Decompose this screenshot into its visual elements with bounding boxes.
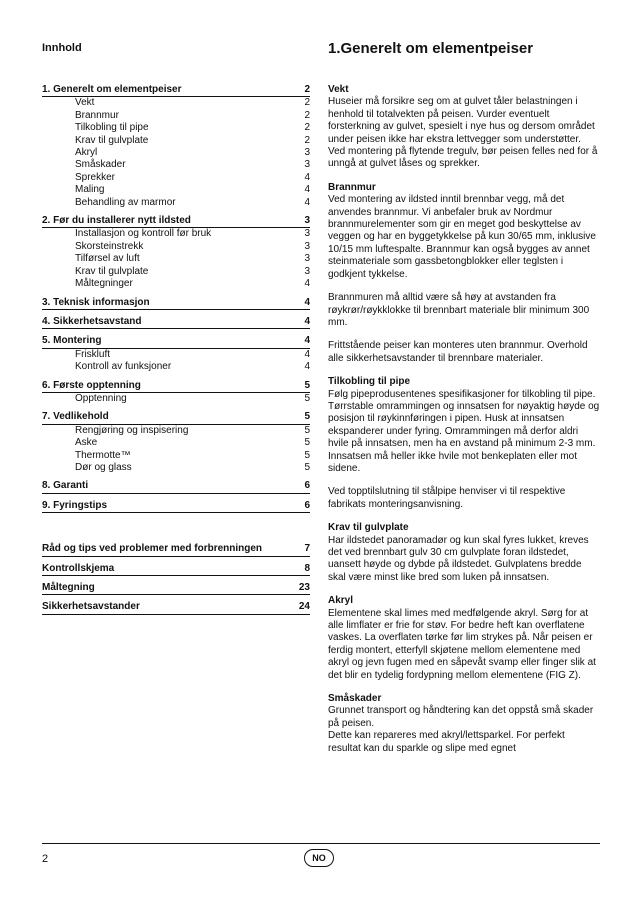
toc-item-label: Behandling av marmor: [75, 196, 176, 208]
toc-chapter-page: 3: [304, 215, 310, 227]
toc-chapter-title: 9. Fyringstips: [42, 499, 108, 511]
toc-item-label: Sprekker: [75, 171, 116, 183]
toc-item-page: 2: [304, 134, 310, 146]
toc-item-page: 2: [304, 97, 310, 109]
toc-extra-page: 24: [298, 601, 310, 613]
toc-chapter-row: [42, 84, 310, 97]
toc-item-row: [42, 184, 310, 196]
toc-chapter-title: 3. Teknisk informasjon: [42, 296, 150, 308]
toc-extra-title: Måltegning: [42, 582, 95, 593]
toc-extra-page: 23: [298, 582, 310, 593]
toc-item-label: Tilførsel av luft: [75, 253, 140, 265]
toc-item-label: Installasjon og kontroll før bruk: [75, 228, 212, 240]
toc-item-label: Akryl: [75, 147, 98, 159]
toc-chapter-page: 2: [304, 84, 310, 95]
toc-item-page: 5: [304, 449, 310, 461]
toc-item-row: [42, 159, 310, 171]
toc-section: [42, 335, 310, 373]
table-of-contents: [42, 84, 310, 615]
toc-chapter-page: 4: [304, 315, 310, 327]
toc-item-page: 3: [304, 159, 310, 171]
toc-section: [42, 480, 310, 493]
toc-chapter-row: [42, 316, 310, 329]
toc-extra-page: 7: [304, 543, 310, 555]
toc-chapter-row: [42, 411, 310, 424]
toc-item-row: [42, 349, 310, 361]
toc-item-page: 4: [304, 171, 310, 183]
toc-item-row: [42, 135, 310, 147]
toc-gap: [42, 513, 310, 543]
toc-item-page: 2: [304, 122, 310, 134]
toc-item-page: 4: [304, 278, 310, 290]
toc-item-row: [42, 172, 310, 184]
toc-item-label: Brannmur: [75, 109, 119, 121]
toc-section: [42, 297, 310, 310]
toc-section: [42, 380, 310, 406]
toc-item-row: [42, 437, 310, 449]
section-heading: Krav til gulvplate: [328, 522, 409, 534]
toc-item-page: 4: [304, 348, 310, 360]
toc-section: [42, 500, 310, 513]
section-paragraph: Frittstående peiser kan monteres uten brannmur. Overhold alle sikkerhetsavstander til brennbare materialer.: [328, 340, 588, 364]
toc-item-label: Småskader: [75, 159, 126, 171]
article-section: [328, 84, 600, 171]
page-number: 2: [42, 853, 49, 865]
toc-item-label: Krav til gulvplate: [75, 134, 149, 146]
toc-extra-title: Kontrollskjema: [42, 562, 115, 574]
toc-chapter-page: 6: [304, 499, 310, 511]
toc-extra-row: [42, 582, 310, 595]
toc-chapter-page: 6: [304, 480, 310, 492]
language-badge: NO: [304, 849, 334, 867]
toc-extra-title: Sikkerhetsavstander: [42, 601, 140, 613]
toc-item-row: [42, 110, 310, 122]
toc-chapter-row: [42, 297, 310, 310]
toc-item-row: [42, 147, 310, 159]
article-section: [328, 182, 600, 281]
section-paragraph: Følg pipeprodusentenes spesifikasjoner for tilkobling til pipe. Tørrstable omrammingen og innsatsen for nøyaktig høyde og posisjon til røykinnføringen i pipen. Husk at innsatsen ekspanderer under fyring. Omrammingen må derfor aldri hvile på innsatsen, men ha en avstand på minimum 2-3 mm. Innsatsen må heller ikke hvile mot benkeplaten eller mot sidene.: [328, 388, 600, 474]
toc-section: [42, 316, 310, 329]
toc-item-row: [42, 241, 310, 253]
toc-item-row: [42, 197, 310, 209]
toc-chapter-row: [42, 335, 310, 348]
toc-section: [42, 84, 310, 209]
toc-item-page: 3: [304, 147, 310, 159]
toc-item-label: Kontroll av funksjoner: [75, 361, 172, 373]
toc-item-page: 5: [304, 437, 310, 449]
toc-item-page: 5: [304, 424, 310, 436]
toc-item-row: [42, 462, 310, 474]
section-paragraph: Ved topptilslutning til stålpipe henviser vi til respektive fabrikats monteringsanvisning.: [328, 486, 566, 510]
toc-chapter-title: 6. Første opptenning: [42, 379, 141, 391]
toc-item-row: [42, 266, 310, 278]
article-section: [328, 693, 600, 755]
toc-chapter-title: 5. Montering: [42, 335, 102, 347]
toc-item-label: Krav til gulvplate: [75, 265, 149, 277]
toc-item-row: [42, 253, 310, 265]
toc-item-row: [42, 228, 310, 240]
section-heading: Brannmur: [328, 181, 376, 193]
toc-chapter-title: 7. Vedlikehold: [42, 411, 109, 423]
article-section: [328, 292, 600, 329]
toc-item-label: Vekt: [75, 97, 95, 109]
toc-chapter-row: [42, 500, 310, 513]
section-paragraph: Brannmuren må alltid være så høy at avstanden fra røykrør/røykklokke til brennbart materiale blir minimum 300 mm.: [328, 292, 590, 328]
toc-item-label: Tilkobling til pipe: [75, 122, 149, 134]
section-paragraph: Elementene skal limes med medfølgende akryl. Sørg for at alle limflater er frie for støv. For bedre heft kan overflatene vaskes. La overflaten tørke før lim strykes på. Når peisen er ferdig montert, etterfyll skjøtene mellom elementene med akryl og jevn fugen med en såpevåt svamp eller finger slik at det blir en tydelig fordypning mellom elementene (FIG Z).: [328, 607, 596, 681]
section-paragraph: Dette kan repareres med akryl/lettsparkel. For perfekt resultat kan du sparkle og slipe med egnet: [328, 730, 565, 754]
article-section: [328, 376, 600, 475]
toc-item-row: [42, 278, 310, 290]
section-heading: Småskader: [328, 693, 382, 705]
article-section: [328, 486, 600, 511]
article-section: [328, 595, 600, 682]
toc-chapter-page: 4: [304, 296, 310, 308]
toc-extra-row: [42, 543, 310, 556]
toc-item-page: 4: [304, 196, 310, 208]
footer-divider: [42, 843, 600, 844]
toc-item-label: Maling: [75, 184, 105, 196]
toc-item-label: Opptenning: [75, 392, 127, 404]
toc-item-label: Aske: [75, 437, 98, 449]
toc-item-row: [42, 393, 310, 405]
section-heading: Akryl: [328, 595, 354, 607]
toc-extra-title: Råd og tips ved problemer med forbrenningen: [42, 543, 263, 555]
toc-item-label: Friskluft: [75, 348, 110, 360]
article-body: [328, 84, 600, 766]
toc-item-page: 4: [304, 361, 310, 373]
toc-item-label: Dør og glass: [75, 461, 132, 473]
toc-chapter-title: 1. Generelt om elementpeiser: [42, 84, 182, 95]
toc-chapter-title: 2. Før du installerer nytt ildsted: [42, 215, 191, 227]
section-heading: Vekt: [328, 84, 349, 95]
toc-extra-row: [42, 563, 310, 576]
toc-item-row: [42, 97, 310, 109]
toc-chapter-page: 5: [304, 379, 310, 391]
toc-item-row: [42, 450, 310, 462]
toc-item-page: 5: [304, 461, 310, 473]
section-paragraph: Ved montering av ildsted inntil brennbar vegg, må det anvendes brannmur. Vi anbefaler bruk av Nordmur brannmurelementer som gir en meget god beskyttelse av veggen og har en byggetykkelse på kun 30/65 mm, inklusive 10/15 mm luftespalte. Brannmur kan også bygges av annet steinmateriale som gassbetongblokker eller teglsten i godkjent tykkelse.: [328, 194, 596, 280]
article-section: [328, 340, 600, 365]
section-paragraph: Grunnet transport og håndtering kan det oppstå små skader på peisen.: [328, 705, 594, 729]
toc-chapter-title: 8. Garanti: [42, 480, 89, 492]
toc-extra-page: 8: [304, 562, 310, 574]
toc-item-page: 3: [304, 240, 310, 252]
toc-item-label: Måltegninger: [75, 278, 133, 290]
toc-chapter-row: [42, 480, 310, 493]
toc-item-label: Skorsteinstrekk: [75, 240, 144, 252]
article-title: 1.Generelt om elementpeiser: [328, 40, 534, 57]
article-section: [328, 522, 600, 584]
toc-item-page: 3: [304, 228, 310, 240]
toc-chapter-page: 4: [304, 335, 310, 347]
toc-heading: Innhold: [42, 42, 82, 54]
toc-chapter-row: [42, 380, 310, 393]
toc-extra-row: [42, 601, 310, 614]
toc-item-page: 3: [304, 253, 310, 265]
toc-section: [42, 411, 310, 474]
toc-item-page: 2: [304, 109, 310, 121]
toc-item-row: [42, 361, 310, 373]
toc-chapter-row: [42, 215, 310, 228]
toc-section: [42, 215, 310, 290]
toc-item-row: [42, 425, 310, 437]
toc-item-page: 5: [304, 392, 310, 404]
toc-chapter-page: 5: [304, 411, 310, 423]
toc-item-page: 4: [304, 184, 310, 196]
toc-item-label: Rengjøring og inspisering: [75, 424, 189, 436]
section-paragraph: Har ildstedet panoramadør og kun skal fyres lukket, kreves det ved brennbart gulv 30 cm gulvplate foran ildstedet, uansett høyde og dybde på ildstedet. Gulvplatens bredde skal være minst like bred som luken på innsatsen.: [328, 534, 589, 583]
section-heading: Tilkobling til pipe: [328, 376, 411, 388]
toc-item-page: 3: [304, 265, 310, 277]
toc-item-label: Thermotte™: [75, 449, 131, 461]
toc-chapter-title: 4. Sikkerhetsavstand: [42, 315, 142, 327]
section-paragraph: Huseier må forsikre seg om at gulvet tåler belastningen i henhold til totalvekten på peisen. Vurder eventuelt forsterkning av gulvet, spesielt i nye hus og dersom området under peisen ikke har ekstra lettvegger som understøtter. Ved montering på flytende tregulv, bør peisen felles ned for å unngå at gulvet låses og sprekker.: [328, 96, 598, 170]
toc-item-row: [42, 122, 310, 134]
